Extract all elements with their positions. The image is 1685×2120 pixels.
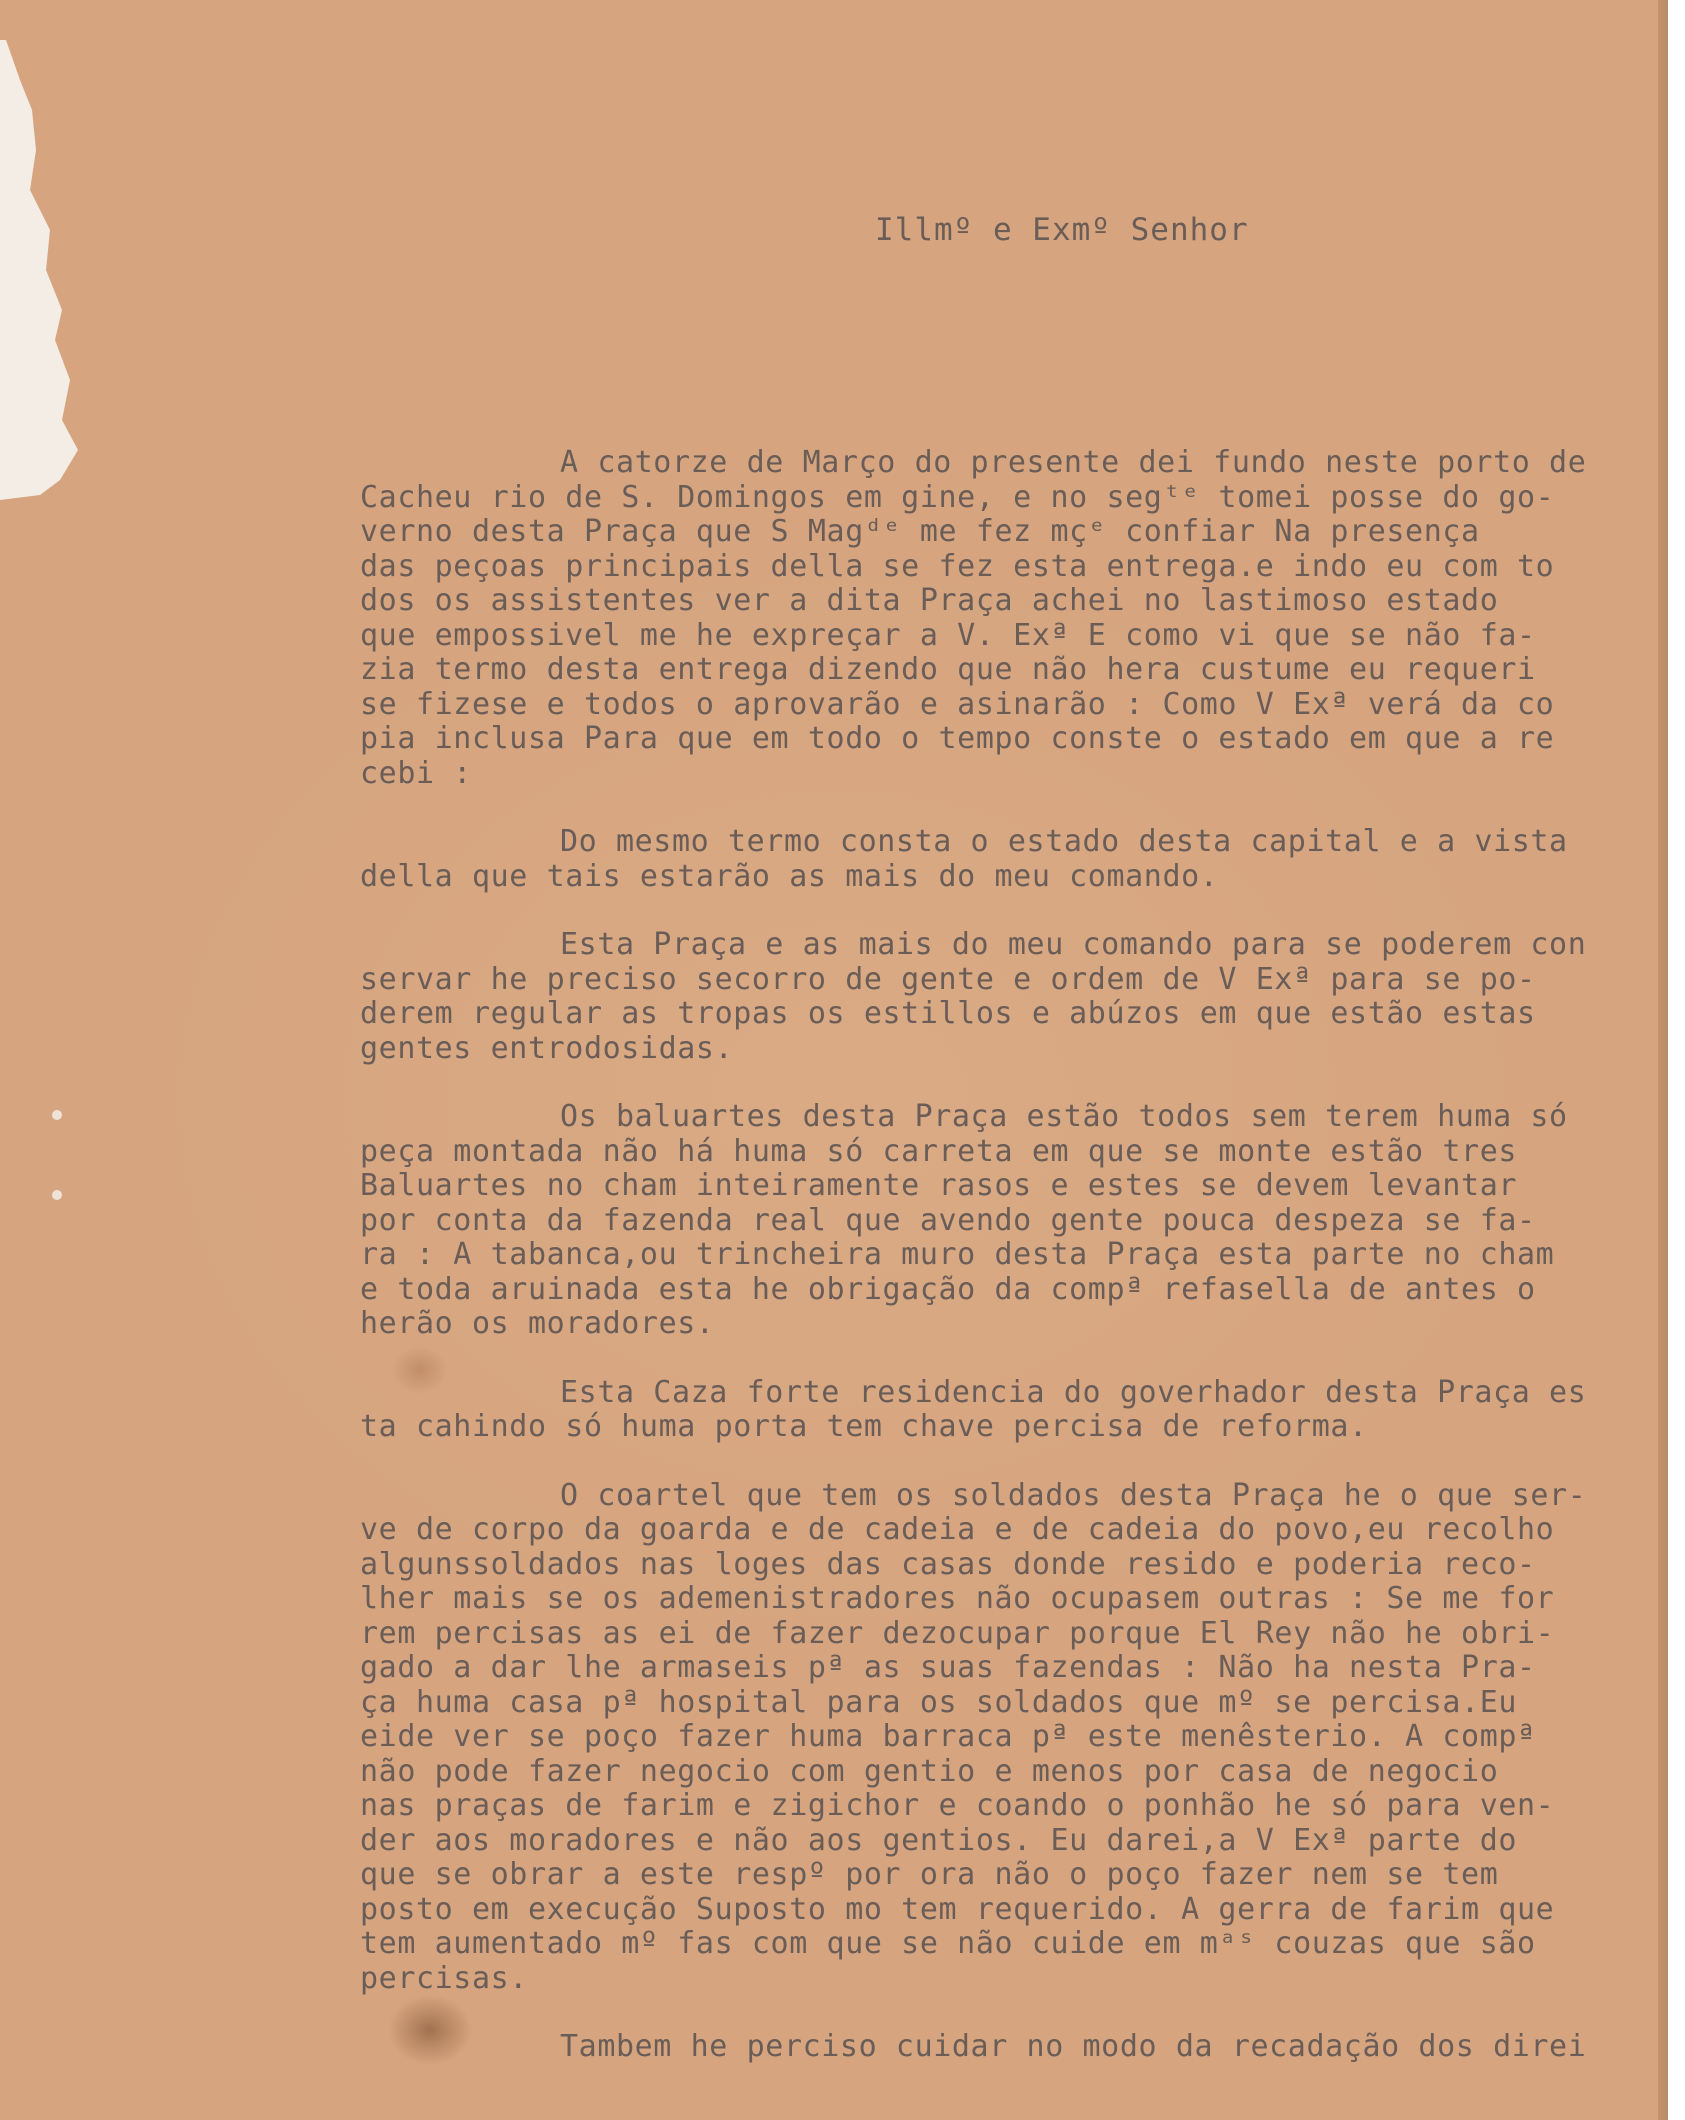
text-line: Esta Caza forte residencia do goverhador desta Praça es <box>560 1374 1587 1410</box>
letter-paragraph <box>360 1376 1660 1445</box>
punch-hole <box>52 1110 62 1120</box>
text-line: Os baluartes desta Praça estão todos sem terem huma só <box>560 1099 1568 1134</box>
letter-paragraph <box>360 928 1660 1066</box>
letter-paragraph <box>360 2030 1660 2065</box>
text-line: gado a dar lhe armaseis pª as suas fazendas : Não ha nesta Pra- <box>360 1650 1536 1685</box>
text-line: percisas. <box>360 1960 528 1996</box>
text-line: se fizese e todos o aprovarão e asinarão : Como V Exª verá da co <box>360 686 1555 722</box>
text-line: não pode fazer negocio com gentio e menos por casa de negocio <box>360 1753 1499 1789</box>
text-line: nas praças de farim e zigichor e coando o ponhão he só para ven- <box>360 1788 1555 1823</box>
text-line: rem percisas as ei de fazer dezocupar porque El Rey não he obri- <box>360 1615 1555 1651</box>
text-line: Tambem he perciso cuidar no modo da recadação dos direi <box>560 2029 1587 2064</box>
letter-body <box>360 446 1660 2099</box>
text-line: dos os assistentes ver a dita Praça achei no lastimoso estado <box>360 583 1499 618</box>
letter-paragraph <box>360 825 1660 894</box>
text-line: Baluartes no cham inteiramente rasos e estes se devem levantar <box>360 1168 1518 1203</box>
text-line: das peçoas principais della se fez esta entrega.e indo eu com to <box>360 548 1555 584</box>
salutation: Illmº e Exmº Senhor <box>875 212 1249 248</box>
text-line: que empossivel me he expreçar a V. Exª E como vi que se não fa- <box>360 617 1536 653</box>
text-line: ta cahindo só huma porta tem chave percisa de reforma. <box>360 1409 1368 1444</box>
text-line: por conta da fazenda real que avendo gente pouca despeza se fa- <box>360 1202 1536 1238</box>
text-line: tem aumentado mº fas com que se não cuide em mᵃˢ couzas que são <box>360 1926 1536 1961</box>
text-line: zia termo desta entrega dizendo que não hera custume eu requeri <box>360 652 1536 687</box>
text-line: herão os moradores. <box>360 1306 715 1341</box>
letter-paragraph <box>360 1100 1660 1342</box>
text-line: Do mesmo termo consta o estado desta capital e a vista <box>560 824 1568 859</box>
text-line: derem regular as tropas os estillos e abúzos em que estão estas <box>360 996 1536 1031</box>
text-line: ra : A tabanca,ou trincheira muro desta Praça esta parte no cham <box>360 1237 1555 1272</box>
text-line: gentes entrodosidas. <box>360 1030 734 1066</box>
text-line: algunssoldados nas loges das casas donde resido e poderia reco- <box>360 1546 1536 1582</box>
letter-paragraph <box>360 1479 1660 1997</box>
text-line: ve de corpo da goarda e de cadeia e de cadeia do povo,eu recolho <box>360 1512 1555 1547</box>
text-line: peça montada não há huma só carreta em que se monte estão tres <box>360 1133 1518 1169</box>
text-line: posto em execução Suposto mo tem requerido. A gerra de farim que <box>360 1891 1555 1927</box>
text-line: ça huma casa pª hospital para os soldados que mº se percisa.Eu <box>360 1684 1518 1720</box>
text-line: cebi : <box>360 755 472 791</box>
letter-paragraph <box>360 446 1660 791</box>
text-line: lher mais se os ademenistradores não ocupasem outras : Se me for <box>360 1581 1555 1616</box>
torn-edge <box>0 40 90 500</box>
text-line: der aos moradores e não aos gentios. Eu darei,a V Exª parte do <box>360 1822 1518 1858</box>
text-line: e toda aruinada esta he obrigação da compª refasella de antes o <box>360 1271 1536 1307</box>
text-line: Esta Praça e as mais do meu comando para se poderem con <box>560 927 1587 962</box>
text-line: verno desta Praça que S Magᵈᵉ me fez mçᵉ confiar Na presença <box>360 514 1480 549</box>
text-line: Cacheu rio de S. Domingos em gine, e no segᵗᵉ tomei posse do go- <box>360 479 1555 515</box>
text-line: pia inclusa Para que em todo o tempo conste o estado em que a re <box>360 721 1555 756</box>
text-line: servar he preciso secorro de gente e ordem de V Exª para se po- <box>360 961 1536 997</box>
text-line: della que tais estarão as mais do meu comando. <box>360 858 1219 894</box>
text-line: A catorze de Março do presente dei fundo neste porto de <box>560 445 1587 480</box>
text-line: que se obrar a este respº por ora não o poço fazer nem se tem <box>360 1857 1499 1892</box>
text-line: eide ver se poço fazer huma barraca pª este menêsterio. A compª <box>360 1719 1536 1754</box>
punch-hole <box>52 1190 62 1200</box>
text-line: O coartel que tem os soldados desta Praça he o que ser- <box>560 1477 1587 1513</box>
